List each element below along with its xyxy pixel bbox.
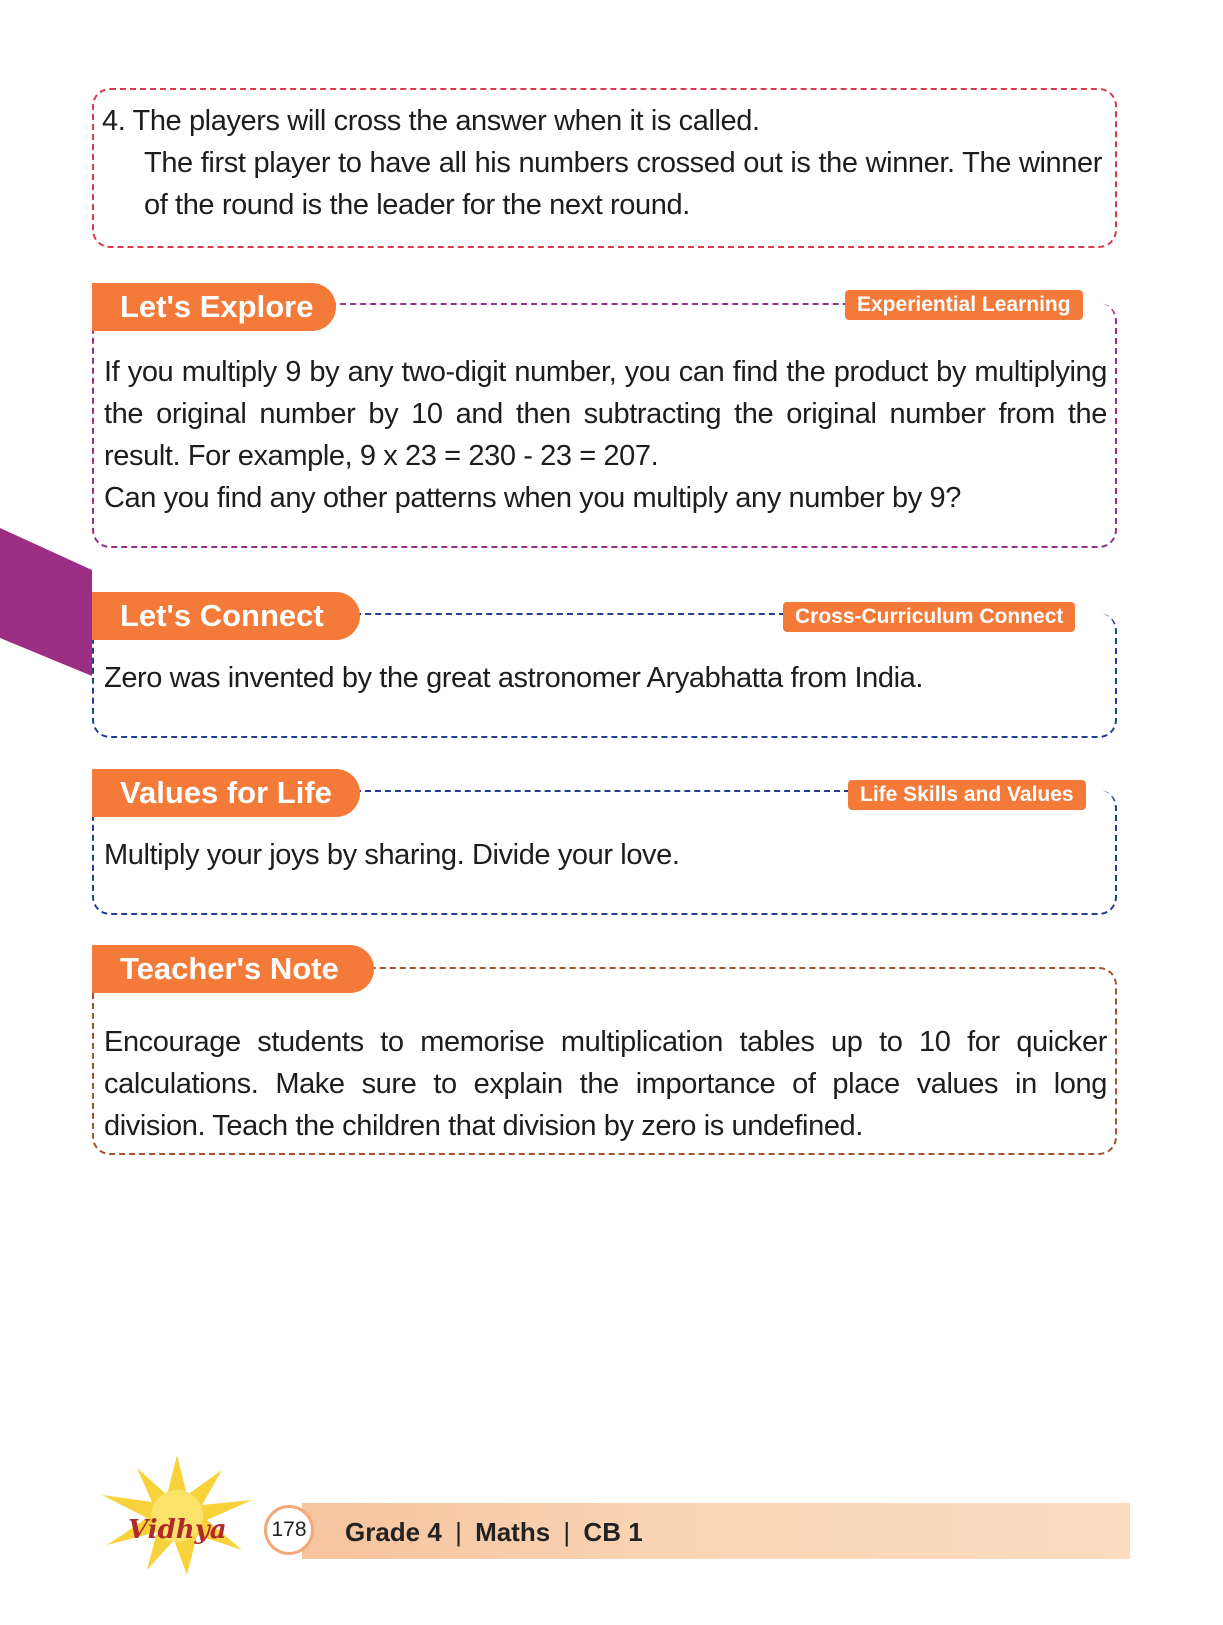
step-4-box [92, 88, 1117, 248]
connect-title: Let's Connect [92, 592, 360, 640]
connect-body: Zero was invented by the great astronomer Aryabhatta from India. [104, 662, 924, 694]
values-tag: Life Skills and Values [848, 780, 1086, 810]
values-body: Multiply your joys by sharing. Divide your love. [104, 839, 680, 871]
side-tab-decoration [0, 528, 92, 676]
explore-title: Let's Explore [92, 283, 336, 331]
footer-grade: Grade 4 [345, 1517, 442, 1547]
footer-separator: | [563, 1517, 571, 1547]
teacher-note-body: Encourage students to memorise multiplication tables up to 10 for quicker calculations. Make sure to explain the importance of place values in long division. Teach the children that division by zero is undefined. [104, 1026, 1107, 1142]
logo-text: Vidhya [128, 1515, 227, 1545]
connect-tag: Cross-Curriculum Connect [783, 602, 1075, 632]
explore-tag: Experiential Learning [845, 290, 1083, 320]
explore-paragraph: If you multiply 9 by any two-digit number, you can find the product by multiplying the original number by 10 and then subtracting the original number from the result. For example, 9 x 23 = 230 - 23 = 207. [104, 356, 1107, 472]
footer-book: CB 1 [583, 1517, 643, 1547]
explore-box [92, 303, 1117, 548]
page-number: 178 [264, 1505, 314, 1555]
footer-separator: | [455, 1517, 462, 1547]
explore-body [104, 351, 1107, 519]
explore-question: Can you find any other patterns when you multiply any number by 9? [104, 482, 961, 514]
step-4-line: 4. The players will cross the answer when it is called. [102, 105, 760, 137]
teacher-note-title: Teacher's Note [92, 945, 374, 993]
teacher-note-box [92, 967, 1117, 1155]
values-title: Values for Life [92, 769, 360, 817]
footer-title [345, 1510, 643, 1554]
footer-subject: Maths [475, 1517, 551, 1547]
step-4-detail: The first player to have all his numbers crossed out is the winner. The winner of the round is the leader for the next round. [144, 147, 1102, 221]
